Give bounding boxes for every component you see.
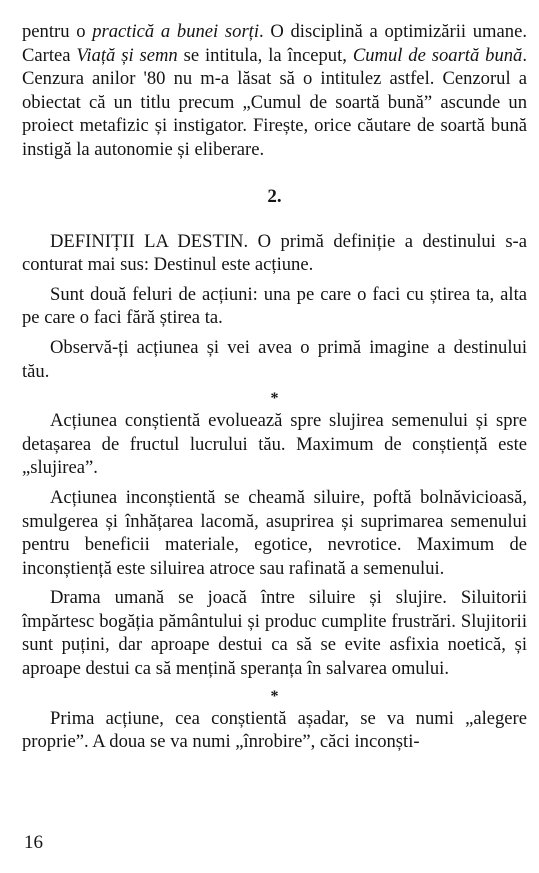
paragraph-unconscious: Acțiunea inconștientă se cheamă siluire, poftă bolnăvicioasă, smulgerea și înhățarea lacomă, asuprirea și suprimarea semenului pentru beneficii materiale, egotice, nevrotice. Maximum de inconștiență este siluirea atroce sau rafinată a semenului. xyxy=(22,486,527,579)
italic-text-run: Cumul de soartă bună xyxy=(352,44,523,66)
page-body xyxy=(22,20,527,754)
paragraph-intro xyxy=(22,20,527,162)
section-number: 2. xyxy=(267,185,282,207)
paragraph-two-kinds: Sunt două feluri de acțiuni: una pe care o faci cu știrea ta, alta pe care o faci fără știrea ta. xyxy=(22,283,527,329)
asterisk-separator: * xyxy=(270,390,279,408)
italic-text-run: Viață și semn xyxy=(76,44,178,66)
page-number: 16 xyxy=(24,832,43,853)
italic-text-run: practică a bunei sorți xyxy=(92,21,260,42)
paragraph-observe: Observă-ți acțiunea și vei avea o primă imagine a destinului tău. xyxy=(22,336,527,382)
paragraph-drama: Drama umană se joacă între siluire și slujire. Siluitorii împărtesc bogăția pământului și produc cumplite frustrări. Slujitorii sunt puțini, dar aproape destui ca să se evite asfixia noetică, și aproape destui ca să mențină speranța în salvarea omului. xyxy=(22,587,527,680)
asterisk-separator-2: * xyxy=(270,687,279,705)
text-run: . Cenzura anilor '80 nu m-a lăsat să o intitulez astfel. Cenzorul a obiectat că un titlu precum „Cumul de soartă bună” ascunde un proiect metafizic și instigator. Firește, orice căutare de soartă bună instigă la autonomie și eliberare. xyxy=(22,44,527,160)
paragraph-definitions: DEFINIȚII LA DESTIN. O primă definiție a destinului s-a conturat mai sus: Destinul este acțiune. xyxy=(22,230,527,276)
text-run: se intitula, la început, xyxy=(177,44,353,66)
text-run: pentru o xyxy=(22,21,93,42)
paragraph-first-action: Prima acțiune, cea conștientă așadar, se va numi „alegere proprie”. A doua se va numi „înrobire”, căci inconști- xyxy=(22,707,527,753)
paragraph-conscious: Acțiunea conștientă evoluează spre slujirea semenului și spre detașarea de fructul lucrului tău. Maximum de conștiență este „slujirea”. xyxy=(22,410,527,479)
text-run: . O disciplină a optimizării umane. Cartea xyxy=(22,21,527,66)
